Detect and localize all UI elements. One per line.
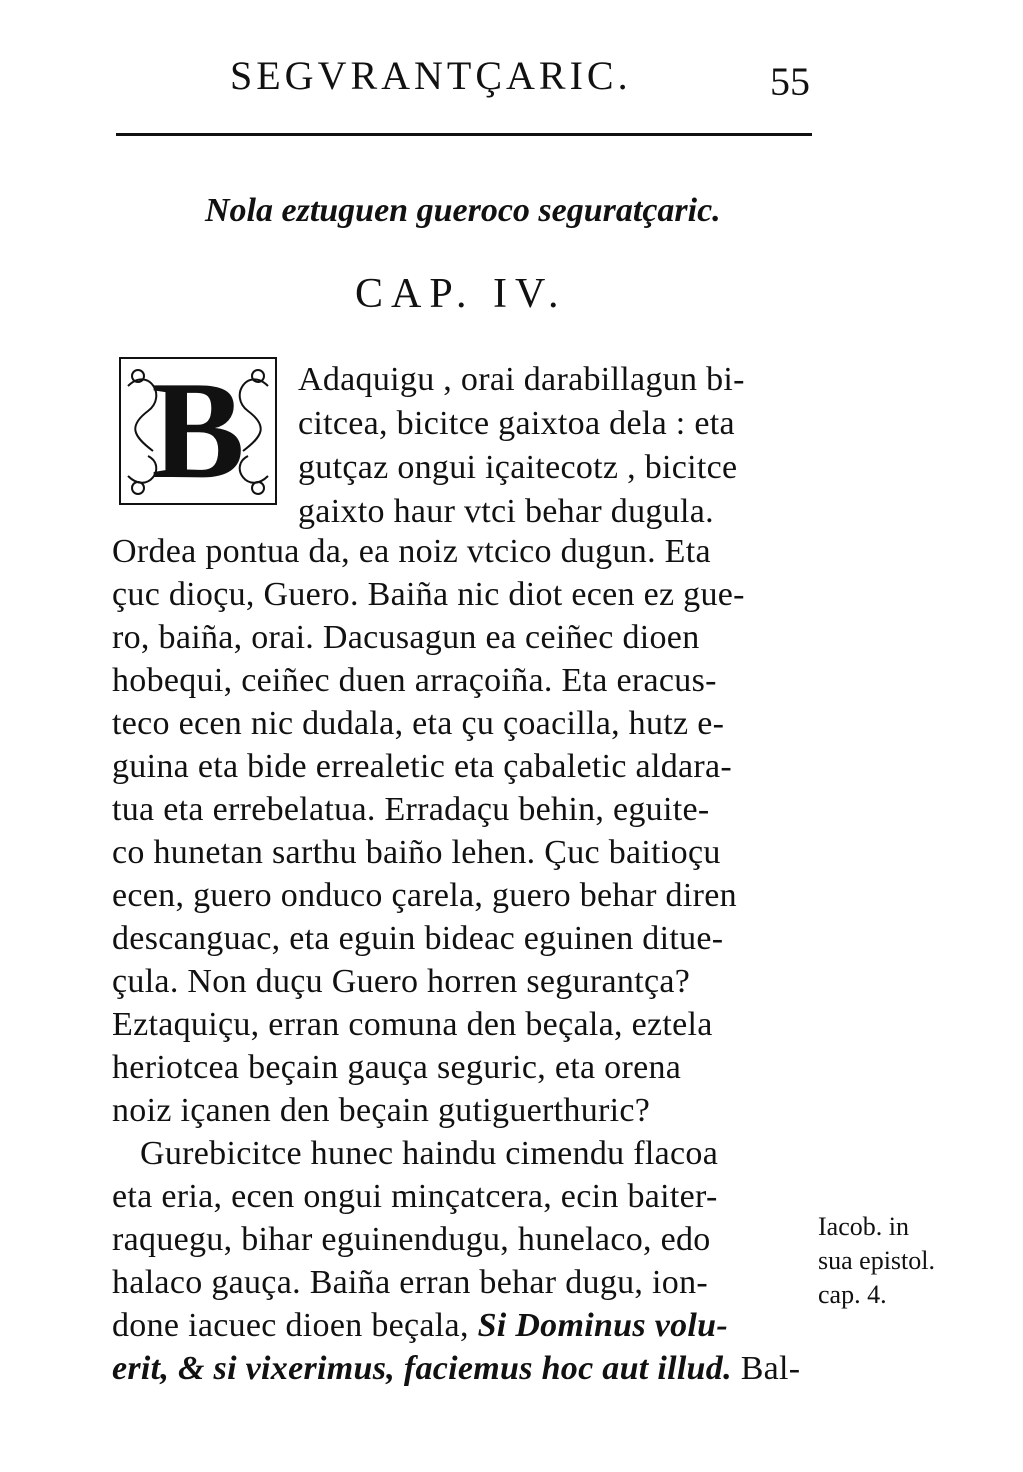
body-line <box>112 1306 728 1346</box>
header-rule <box>116 132 812 137</box>
body-line-text: done iacuec dioen beçala, <box>112 1307 469 1344</box>
latin-quote: Si Dominus volu- <box>477 1307 728 1344</box>
body-line: halaco gauça. Baiña erran behar dugu, ion- <box>112 1264 708 1301</box>
body-line: Ordea pontua da, ea noiz vtcico dugun. Eta <box>112 533 711 570</box>
body-line: Gurebicitce hunec haindu cimendu flacoa <box>140 1135 719 1172</box>
body-line: çuc dioçu, Guero. Baiña nic diot ecen ez gue- <box>112 576 745 613</box>
body-line-text: Bal- <box>740 1350 801 1387</box>
body-line: Adaquigu , orai darabillagun bi- <box>298 361 745 398</box>
body-line: teco ecen nic dudala, eta çu çoacilla, hutz e- <box>112 705 725 742</box>
body-line: guina eta bide errealetic eta çabaletic aldara- <box>112 748 733 785</box>
body-line: co hunetan sarthu baiño lehen. Çuc baitioçu <box>112 834 721 871</box>
margin-note-line: cap. 4. <box>818 1280 887 1309</box>
body-line: heriotcea beçain gauça seguric, eta orena <box>112 1049 682 1086</box>
body-line: Eztaquiçu, erran comuna den beçala, eztela <box>112 1006 713 1043</box>
body-line: hobequi, ceiñec duen arraçoiña. Eta eracus- <box>112 662 717 699</box>
margin-note-line: sua epistol. <box>818 1246 935 1275</box>
body-line: çula. Non duçu Guero horren segurantça? <box>112 963 691 1000</box>
body-line: gutçaz ongui içaitecotz , bicitce <box>298 449 738 486</box>
running-title: SEGVRANTÇARIC. <box>230 53 632 98</box>
margin-note-line: Iacob. in <box>818 1212 909 1241</box>
body-line: citcea, bicitce gaixtoa dela : eta <box>298 405 735 442</box>
body-line: eta eria, ecen ongui minçatcera, ecin baiter- <box>112 1178 718 1215</box>
body-line: noiz içanen den beçain gutiguerthuric? <box>112 1092 651 1129</box>
page-number: 55 <box>770 59 810 104</box>
body-line: tua eta errebelatua. Erradaçu behin, eguite- <box>112 791 710 828</box>
decorated-initial <box>118 353 278 508</box>
body-line: ecen, guero onduco çarela, guero behar diren <box>112 877 737 914</box>
body-line: gaixto haur vtci behar dugula. <box>298 493 714 530</box>
body-line: raquegu, bihar eguinendugu, hunelaco, edo <box>112 1221 711 1258</box>
body-line: descanguac, eta eguin bideac eguinen ditue- <box>112 920 724 957</box>
body-line: ro, baiña, orai. Dacusagun ea ceiñec dioen <box>112 619 700 656</box>
chapter-subtitle: Nola eztuguen gueroco seguratçaric. <box>205 192 721 229</box>
body-line <box>112 1349 800 1389</box>
initial-letter: B <box>151 353 245 508</box>
latin-quote: erit, & si vixerimus, faciemus hoc aut illud. <box>112 1350 732 1387</box>
chapter-heading: CAP. IV. <box>355 271 567 317</box>
